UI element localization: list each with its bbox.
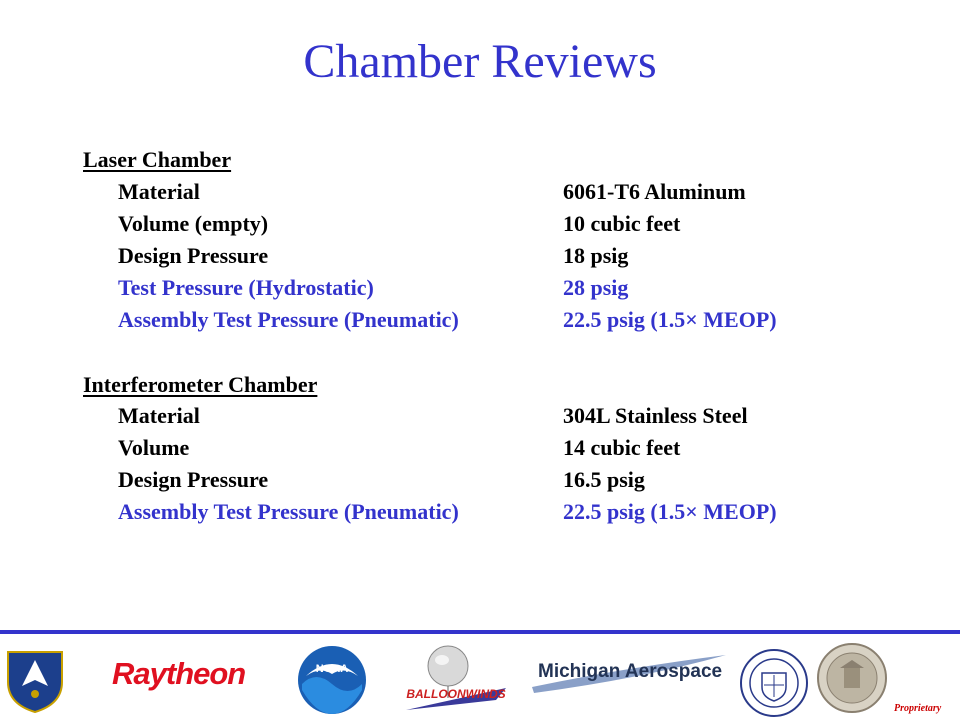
laser-row-assembly-test-pressure	[118, 307, 878, 335]
row-value: 304L Stainless Steel	[563, 403, 748, 428]
row-label: Design Pressure	[118, 467, 269, 492]
row-label: Volume	[118, 435, 190, 460]
interferometer-row-design-pressure	[118, 467, 878, 495]
laser-chamber-heading: Laser Chamber	[83, 147, 232, 172]
row-label: Test Pressure (Hydrostatic)	[118, 275, 374, 300]
footer-divider	[0, 630, 960, 634]
row-label: Assembly Test Pressure (Pneumatic)	[118, 307, 459, 332]
raytheon-logo: Raytheon	[112, 656, 246, 691]
row-label: Volume (empty)	[118, 211, 269, 236]
noaa-logo	[296, 644, 368, 716]
interferometer-row-assembly-test-pressure	[118, 499, 878, 527]
laser-row-volume	[118, 211, 878, 239]
row-value: 18 psig	[563, 243, 629, 268]
row-value: 6061-T6 Aluminum	[563, 179, 746, 204]
row-label: Assembly Test Pressure (Pneumatic)	[118, 499, 459, 524]
noaa-text: NOAA	[315, 663, 349, 675]
laser-row-design-pressure	[118, 243, 878, 271]
row-label: Material	[118, 179, 200, 204]
row-value: 16.5 psig	[563, 467, 645, 492]
air-force-research-lab-logo	[4, 646, 66, 714]
proprietary-label: Proprietary	[894, 703, 942, 714]
row-value: 10 cubic feet	[563, 211, 681, 236]
university-seal-icon	[816, 642, 888, 714]
balloonwinds-logo	[386, 640, 526, 720]
afrl-shield-icon	[4, 646, 66, 714]
row-label: Design Pressure	[118, 243, 269, 268]
michigan-aerospace-text: Michigan Aerospace	[538, 661, 723, 682]
row-value: 22.5 psig (1.5× MEOP)	[563, 307, 777, 332]
row-value: 14 cubic feet	[563, 435, 681, 460]
row-label: Material	[118, 403, 200, 428]
row-value: 22.5 psig (1.5× MEOP)	[563, 499, 777, 524]
balloonwinds-text: BALLOONWINDS	[406, 687, 506, 701]
university-seal-logo	[816, 642, 888, 714]
michigan-aerospace-logo	[530, 653, 728, 703]
laser-row-test-pressure	[118, 275, 878, 303]
laser-row-material	[118, 179, 878, 207]
university-of-new-hampshire-seal	[738, 647, 810, 719]
interferometer-row-material	[118, 403, 878, 431]
balloon-icon	[386, 640, 526, 720]
interferometer-chamber-heading: Interferometer Chamber	[83, 372, 318, 397]
slide-title: Chamber Reviews	[303, 35, 657, 88]
noaa-seal-icon	[296, 644, 368, 716]
row-value: 28 psig	[563, 275, 629, 300]
interferometer-row-volume	[118, 435, 878, 463]
unh-seal-icon	[738, 647, 810, 719]
